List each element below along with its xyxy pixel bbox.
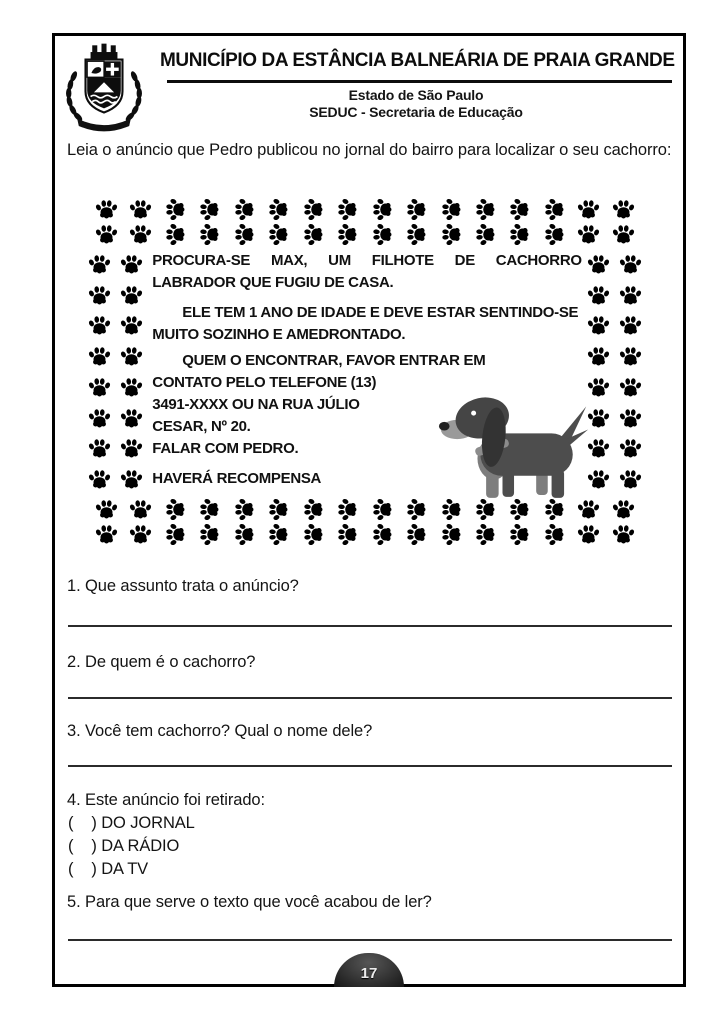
paw-border-bottom: [85, 496, 645, 548]
ad-line: QUEM O ENCONTRAR, FAVOR ENTRAR EM: [182, 352, 486, 369]
paw-print-icon: [619, 437, 642, 460]
ad-text-block: [146, 248, 583, 496]
ad-line: ELE TEM 1 ANO DE IDADE E DEVE ESTAR SENTINDO-SE: [182, 304, 579, 321]
paw-print-icon: [619, 284, 642, 307]
paw-pair: [88, 345, 143, 368]
lost-dog-ad: [85, 196, 645, 548]
paw-print-icon: [88, 407, 111, 430]
paw-print-icon: [612, 223, 635, 246]
paw-print-icon: [129, 523, 152, 546]
paw-print-icon: [88, 345, 111, 368]
paw-print-icon: [405, 523, 428, 546]
paw-print-icon: [587, 284, 610, 307]
paw-print-icon: [164, 198, 187, 221]
paw-border-column-left: [85, 248, 146, 496]
paw-pair: [587, 468, 642, 491]
paw-print-icon: [302, 523, 325, 546]
page-border-frame: [52, 33, 686, 987]
paw-print-icon: [619, 468, 642, 491]
paw-border-row: [95, 498, 635, 521]
paw-print-icon: [88, 314, 111, 337]
paw-print-icon: [198, 523, 221, 546]
paw-border-row: [95, 198, 635, 221]
paw-print-icon: [129, 223, 152, 246]
paw-pair: [587, 284, 642, 307]
ad-line: CESAR, Nº 20.: [152, 418, 251, 435]
paw-print-icon: [198, 223, 221, 246]
paw-print-icon: [95, 198, 118, 221]
paw-print-icon: [336, 223, 359, 246]
paw-pair: [88, 468, 143, 491]
paw-print-icon: [619, 253, 642, 276]
paw-print-icon: [120, 468, 143, 491]
paw-border-row: [95, 223, 635, 246]
paw-print-icon: [233, 223, 256, 246]
ad-line: CONTATO PELO TELEFONE (13): [152, 374, 377, 391]
paw-print-icon: [371, 523, 394, 546]
paw-print-icon: [619, 407, 642, 430]
paw-print-icon: [371, 498, 394, 521]
paw-print-icon: [120, 253, 143, 276]
paw-pair: [587, 407, 642, 430]
paw-print-icon: [267, 198, 290, 221]
paw-print-icon: [619, 376, 642, 399]
paw-print-icon: [88, 468, 111, 491]
paw-print-icon: [543, 498, 566, 521]
municipal-coat-of-arms-icon: [62, 42, 146, 136]
paw-border-column-right: [584, 248, 645, 496]
paw-pair: [88, 376, 143, 399]
paw-print-icon: [587, 314, 610, 337]
header-subtitle-state: Estado de São Paulo: [348, 87, 484, 103]
paw-pair: [587, 345, 642, 368]
paw-print-icon: [405, 198, 428, 221]
ad-line: PROCURA-SE MAX, UM FILHOTE DE CACHORRO: [152, 252, 582, 269]
paw-print-icon: [474, 523, 497, 546]
paw-print-icon: [508, 223, 531, 246]
paw-print-icon: [336, 523, 359, 546]
ad-line: FALAR COM PEDRO.: [152, 440, 299, 457]
dog-illustration: [438, 384, 592, 502]
paw-print-icon: [164, 498, 187, 521]
paw-pair: [587, 437, 642, 460]
paw-print-icon: [233, 498, 256, 521]
paw-print-icon: [120, 314, 143, 337]
paw-border-top: [85, 196, 645, 248]
question-5-label: 5. Para que serve o texto que você acabou de ler?: [67, 893, 432, 911]
paw-print-icon: [612, 523, 635, 546]
page-number: 17: [360, 965, 378, 982]
paw-print-icon: [336, 498, 359, 521]
header-rule: [167, 80, 672, 83]
paw-print-icon: [267, 523, 290, 546]
paw-print-icon: [95, 223, 118, 246]
paw-pair: [587, 253, 642, 276]
paw-pair: [587, 314, 642, 337]
ad-line: 3491-XXXX OU NA RUA JÚLIO: [152, 396, 360, 413]
answer-line-2: [68, 697, 672, 699]
question-3-label: 3. Você tem cachorro? Qual o nome dele?: [67, 722, 373, 740]
paw-print-icon: [164, 223, 187, 246]
paw-pair: [587, 376, 642, 399]
paw-print-icon: [587, 253, 610, 276]
paw-print-icon: [577, 523, 600, 546]
instruction-text: Leia o anúncio que Pedro publicou no jornal do bairro para localizar o seu cachorro:: [67, 141, 672, 159]
paw-border-row: [95, 523, 635, 546]
choice-option-jornal: ( ) DO JORNAL: [68, 814, 195, 832]
paw-print-icon: [612, 198, 635, 221]
answer-line-3: [68, 765, 672, 767]
paw-print-icon: [267, 498, 290, 521]
paw-print-icon: [120, 376, 143, 399]
paw-print-icon: [88, 437, 111, 460]
paw-pair: [88, 437, 143, 460]
paw-print-icon: [440, 498, 463, 521]
paw-print-icon: [120, 345, 143, 368]
header-title: MUNICÍPIO DA ESTÂNCIA BALNEÁRIA DE PRAIA GRANDE: [160, 50, 675, 71]
question-2-label: 2. De quem é o cachorro?: [67, 653, 256, 671]
paw-print-icon: [95, 498, 118, 521]
paw-print-icon: [440, 523, 463, 546]
page-number-badge: [334, 953, 404, 987]
choice-option-tv: ( ) DA TV: [68, 860, 149, 878]
paw-print-icon: [405, 223, 428, 246]
ad-line: MUITO SOZINHO E AMEDRONTADO.: [152, 326, 406, 343]
paw-print-icon: [95, 523, 118, 546]
ad-line: LABRADOR QUE FUGIU DE CASA.: [152, 274, 394, 291]
paw-print-icon: [336, 198, 359, 221]
paw-pair: [88, 407, 143, 430]
paw-print-icon: [474, 498, 497, 521]
paw-print-icon: [587, 345, 610, 368]
paw-print-icon: [508, 498, 531, 521]
paw-pair: [88, 284, 143, 307]
paw-print-icon: [88, 284, 111, 307]
paw-print-icon: [543, 223, 566, 246]
paw-print-icon: [508, 198, 531, 221]
paw-print-icon: [198, 498, 221, 521]
header-subtitle-department: SEDUC - Secretaria de Educação: [309, 104, 523, 120]
paw-pair: [88, 253, 143, 276]
paw-print-icon: [302, 223, 325, 246]
paw-print-icon: [474, 198, 497, 221]
paw-print-icon: [440, 198, 463, 221]
paw-print-icon: [198, 198, 221, 221]
ad-line: HAVERÁ RECOMPENSA: [152, 470, 322, 487]
paw-print-icon: [302, 498, 325, 521]
paw-print-icon: [88, 253, 111, 276]
paw-print-icon: [577, 198, 600, 221]
paw-print-icon: [440, 223, 463, 246]
answer-line-1: [68, 625, 672, 627]
paw-print-icon: [543, 198, 566, 221]
paw-print-icon: [129, 498, 152, 521]
paw-print-icon: [164, 523, 187, 546]
paw-print-icon: [577, 223, 600, 246]
paw-print-icon: [619, 314, 642, 337]
choice-option-radio: ( ) DA RÁDIO: [68, 837, 180, 855]
paw-print-icon: [508, 523, 531, 546]
paw-print-icon: [233, 523, 256, 546]
paw-print-icon: [371, 198, 394, 221]
question-4-label: 4. Este anúncio foi retirado:: [67, 791, 265, 809]
paw-print-icon: [233, 198, 256, 221]
question-1-label: 1. Que assunto trata o anúncio?: [67, 577, 299, 595]
paw-print-icon: [619, 345, 642, 368]
paw-print-icon: [267, 223, 290, 246]
paw-print-icon: [120, 437, 143, 460]
paw-print-icon: [543, 523, 566, 546]
paw-print-icon: [612, 498, 635, 521]
paw-print-icon: [405, 498, 428, 521]
paw-print-icon: [371, 223, 394, 246]
paw-print-icon: [129, 198, 152, 221]
paw-print-icon: [120, 284, 143, 307]
paw-print-icon: [88, 376, 111, 399]
paw-print-icon: [474, 223, 497, 246]
answer-line-5: [68, 939, 672, 941]
paw-print-icon: [120, 407, 143, 430]
paw-print-icon: [302, 198, 325, 221]
paw-pair: [88, 314, 143, 337]
